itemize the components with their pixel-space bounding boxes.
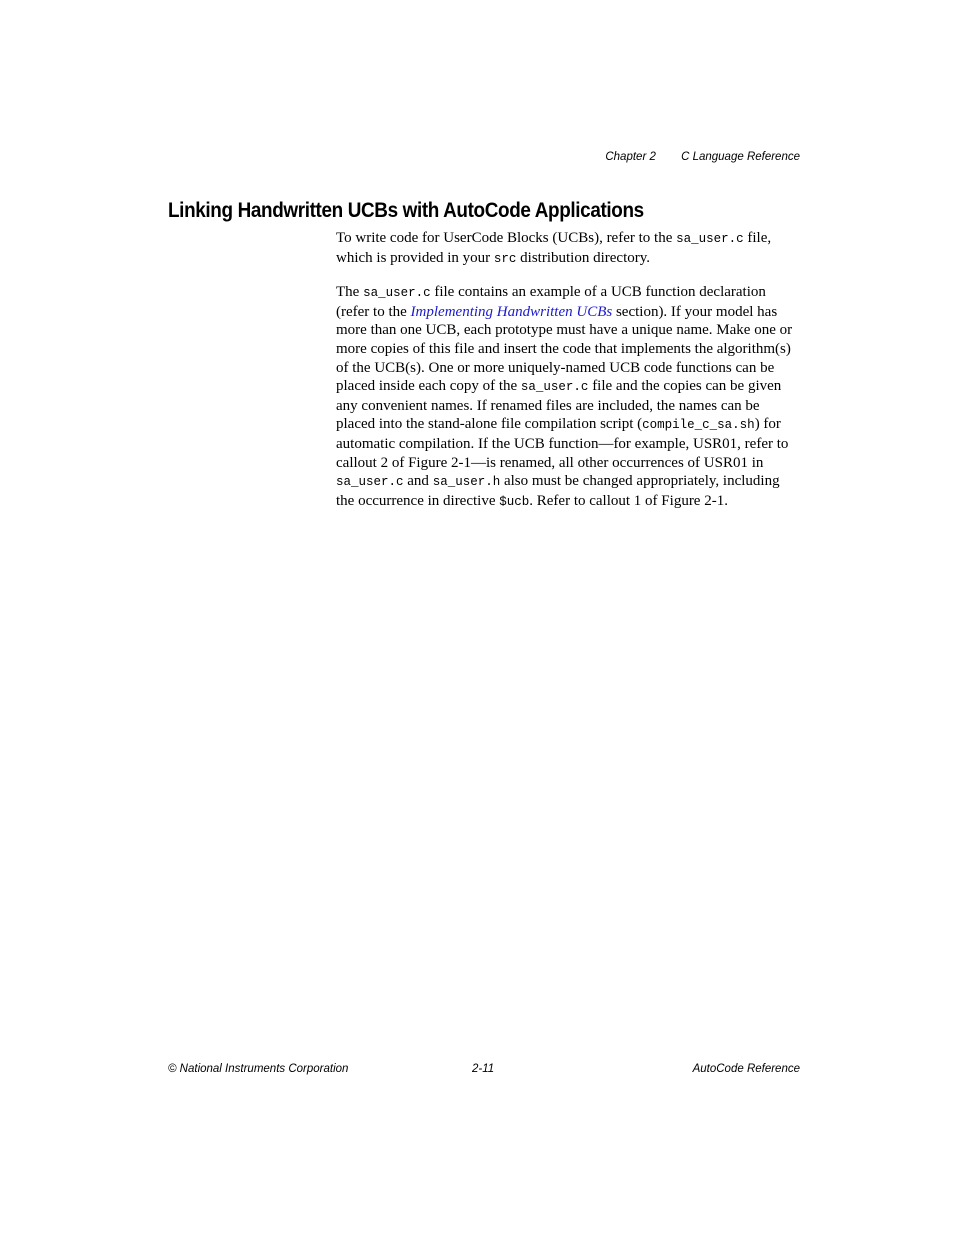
code-sa-user-c: sa_user.c [520, 380, 589, 395]
text-run: . Refer to callout 1 of Figure 2-1. [529, 492, 728, 509]
body-text [336, 229, 800, 526]
text-run: The [336, 284, 364, 301]
text-run: file and the copies can be given any convenient names. If renamed files are included, the names can be placed into the stand-alone file compilation script ( [336, 378, 782, 433]
text-run: ) for automatic compilation. If the UCB function—for example, USR01, refer to callout 2 of Figure 2-1—is renamed, all other occurrences of USR01 in [336, 416, 789, 471]
chapter-title: C Language Reference [681, 151, 800, 163]
code-sa-user-h: sa_user.h [432, 475, 501, 490]
code-sa-user-c: sa_user.c [336, 475, 404, 490]
section-heading: Linking Handwritten UCBs with AutoCode Applications [168, 199, 644, 222]
chapter-label: Chapter 2 [605, 151, 656, 163]
code-ucb-directive: $ucb [499, 494, 530, 509]
paragraph-1 [336, 229, 800, 268]
text-run: file contains an example of a UCB function declaration (refer to the [336, 284, 766, 320]
text-run: also must be changed appropriately, including the occurrence in directive [336, 473, 780, 509]
running-header [605, 150, 800, 164]
code-sa-user-c: sa_user.c [363, 286, 431, 301]
text-run: and [403, 473, 433, 490]
code-compile-script: compile_c_sa.sh [642, 418, 755, 433]
text-run: distribution directory. [516, 249, 651, 266]
code-sa-user-c: sa_user.c [676, 232, 744, 246]
footer-page-number: 2-11 [472, 1063, 495, 1075]
text-run: section). If your model has more than one UCB, each prototype must have a unique name. Make one or more copies of this file and insert the code that implements the algorithm(s) of the UCB(s). One or more uniquely-named UCB code functions can be placed inside each copy of the [336, 303, 793, 395]
footer-doc-title: AutoCode Reference [692, 1063, 800, 1075]
code-src: src [493, 251, 517, 266]
footer-copyright: © National Instruments Corporation [168, 1063, 349, 1075]
implementing-handwritten-ucbs-link[interactable]: Implementing Handwritten UCBs [410, 303, 613, 320]
text-run: To write code for UserCode Blocks (UCBs), refer to the [336, 230, 677, 246]
paragraph-2 [336, 283, 800, 511]
text-run: file, which is provided in your [336, 230, 772, 266]
